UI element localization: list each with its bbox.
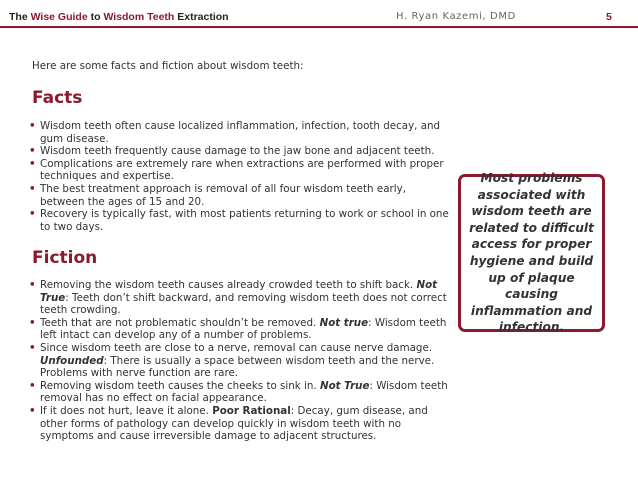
- bullet-icon: •: [29, 379, 36, 392]
- list-item: [28, 183, 453, 208]
- bullet-icon: •: [29, 145, 36, 158]
- bullet-icon: •: [29, 120, 36, 132]
- fiction-verdict: Poor Rational: [212, 404, 291, 417]
- fact-text: Recovery is typically fast, with most patients returning to work or school in one to two days.: [40, 208, 449, 233]
- callout-text: Most problems associated with wisdom teeth are related to difficult access for proper hygiene and build up of plaque causing inflammation and infection.: [469, 171, 594, 335]
- fiction-explanation: : There is usually a space between wisdom teeth and the nerve. Problems with nerve function are rare.: [40, 354, 435, 380]
- fact-text: Complications are extremely rare when extractions are performed with proper techniques and expertise.: [40, 157, 444, 183]
- bullet-icon: •: [29, 208, 36, 221]
- fiction-explanation: : Decay, gum disease, and other forms of pathology can develop quickly in wisdom teeth with no symptoms and cause irreversible damage to adjacent structures.: [40, 404, 428, 443]
- title-part: The: [9, 11, 31, 23]
- author-name: H. Ryan Kazemi, DMD: [396, 11, 516, 22]
- title-part: to: [87, 11, 104, 23]
- fiction-claim: Since wisdom teeth are close to a nerve, removal can cause nerve damage.: [40, 341, 433, 354]
- fiction-verdict: Not true: [319, 316, 369, 329]
- list-item: [28, 158, 453, 183]
- page-number: 5: [606, 11, 612, 23]
- bullet-icon: •: [29, 157, 36, 170]
- fact-text: The best treatment approach is removal of all four wisdom teeth early, between the ages of 15 and 20.: [40, 182, 406, 208]
- fiction-verdict: Unfounded: [40, 354, 104, 367]
- fiction-list: [28, 279, 453, 443]
- list-item: [28, 120, 453, 145]
- header-divider: [0, 26, 638, 28]
- list-item: [28, 380, 453, 405]
- fact-text: Wisdom teeth frequently cause damage to the jaw bone and adjacent teeth.: [40, 145, 435, 158]
- list-item: [28, 145, 453, 158]
- fiction-heading: Fiction: [32, 248, 98, 268]
- bullet-icon: •: [29, 182, 36, 195]
- fiction-claim: If it does not hurt, leave it alone.: [40, 404, 209, 417]
- bullet-icon: •: [29, 316, 36, 329]
- list-item: [28, 317, 453, 342]
- callout-box: [458, 171, 605, 335]
- fiction-explanation: : Wisdom teeth removal has no effect on facial appearance.: [40, 379, 448, 405]
- fiction-claim: Teeth that are not problematic shouldn’t be removed.: [40, 316, 317, 329]
- list-item: [28, 279, 453, 317]
- title-part: Extraction: [174, 11, 229, 23]
- fiction-verdict: Not True: [319, 379, 370, 392]
- title-accent-wisdom-teeth: Wisdom Teeth: [103, 11, 175, 23]
- page-header: [0, 8, 638, 26]
- fiction-claim: Removing the wisdom teeth causes already crowded teeth to shift back.: [40, 279, 414, 291]
- bullet-icon: •: [29, 341, 36, 354]
- intro-text: Here are some facts and fiction about wisdom teeth:: [32, 60, 304, 72]
- list-item: [28, 208, 453, 233]
- bullet-icon: •: [29, 404, 36, 417]
- fiction-verdict: Not True: [40, 279, 438, 304]
- list-item: [28, 342, 453, 380]
- bullet-icon: •: [29, 279, 36, 291]
- list-item: [28, 405, 453, 443]
- title-accent-wise-guide: Wise Guide: [30, 11, 88, 23]
- fiction-explanation: : Teeth don’t shift backward, and removing wisdom teeth does not correct teeth crowding.: [40, 291, 447, 317]
- fact-text: Wisdom teeth often cause localized inflammation, infection, tooth decay, and gum disease.: [40, 120, 441, 145]
- facts-heading: Facts: [32, 88, 83, 108]
- document-title: [9, 11, 229, 23]
- fiction-claim: Removing wisdom teeth causes the cheeks to sink in.: [40, 379, 317, 392]
- fiction-explanation: : Wisdom teeth left intact can develop any of a number of problems.: [40, 316, 447, 342]
- facts-list: [28, 120, 453, 233]
